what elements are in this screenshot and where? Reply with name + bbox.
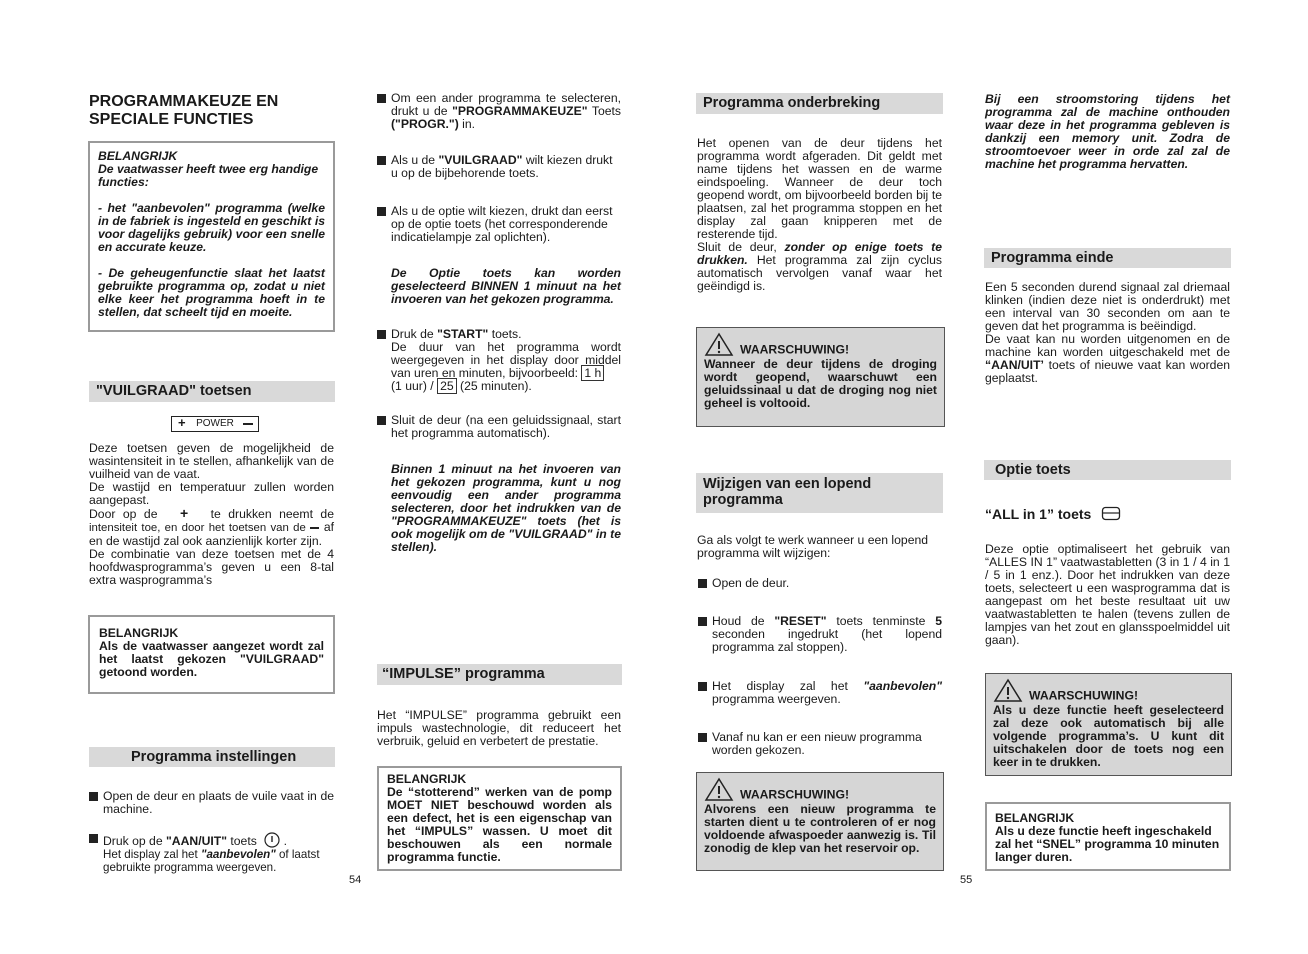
warning-triangle-icon [704,777,734,802]
onderbreking-text: Het openen van de deur tijdens het programma wordt afgeraden. Dit geldt met name tijdens het wassen en de warme eindspoeling. Wanneer de deur toch geopend wordt, om bijvoorbeeld borden bij te plaatsen, zal het programma stoppen en het display zal gaan knipperen met de resterende tijd. Sluit de deur, zonder op enige toets te drukken. Het programma zal zijn cyclus automatisch vervolgen vanaf waar het geëindigd is. [697,136,942,293]
power-icon [264,832,280,848]
wijzigen-text: Ga als volgt te werk wanneer u een lopend programma wilt wijzigen: [697,533,929,560]
warning-box-detergent: WAARSCHUWING! Alvorens een nieuw programma te starten dient u te controleren of er nog voldoende afwaspoeder aanwezig is. Til zonodig de klep van het reservoir op. [696,772,944,871]
box-heading: BELANGRIJK [98,149,178,163]
einde-text: Een 5 seconden durend signaal zal driemaal klinken (indien deze niet is onderdrukt) met een interval van 30 seconden om aan te geven dat het programma is beëindigd. De vaat kan nu worden uitgenomen en de machine kan worden uitgeschakeld met de “AAN/UIT’ toets of nieuwe vaat kan worden geplaatst. [985,280,1230,385]
warning-box-allin1: WAARSCHUWING! Als u deze functie heeft geselecteerd zal deze ook automatisch bij alle volgende programma’s. U kunt dit uitschakelen door de toets nog een keer in te drukken. [985,673,1232,776]
important-box-snel [985,802,1231,871]
warning-triangle-icon [993,678,1023,703]
impulse-text: Het “IMPULSE” programma gebruikt een impuls wastechnologie, dit reduceert het verbruik, geluid en verbetert de prestatie. [377,708,621,748]
display-example-minutes: 25 [437,378,457,394]
box-heading: BELANGRIJK [387,772,467,786]
list-item: Druk op de "AAN/UIT" toets . Het display zal het "aanbevolen" of laatst gebruikte programma weergeven. [89,832,334,874]
warning-box-drying: WAARSCHUWING! Wanneer de deur tijdens de droging wordt geopend, waarschuwt een geluidssinaal u dat de droging nog niet geheel is voltooid. [696,327,945,427]
list-item: Om een ander programma te selecteren, drukt u de "PROGRAMMAKEUZE" Toets ("PROGR.") in. [377,92,621,131]
section-header-wijzigen: Wijzigen van een lopend programma [696,473,943,513]
plus-icon: + [179,505,189,521]
section-header-onderbreking: Programma onderbreking [696,93,943,114]
page-number: 54 [349,874,362,886]
allin1-text: Deze optie optimaliseert het gebruik van “ALLES IN 1” vaatwastabletten (3 in 1 / 4 in 1 / 5 in 1 enz.). Door het indrukken van deze toets, selecteert u een wasprogramma dat is aangepast om het beste resultaat uit uw vaatwastabletten te halen (tevens zullen de lampjes van het zout en glansspoelmiddel uit gaan). [985,542,1230,647]
option-note: De Optie toets kan worden geselecteerd BINNEN 1 minuut na het invoeren van het gekozen programma. [391,266,621,306]
list-item: Als u de "VUILGRAAD" wilt kiezen drukt u op de bijbehorende toets. [377,154,621,180]
bullet-square [377,156,386,165]
list-item: Open de deur en plaats de vuile vaat in de machine. [89,790,334,816]
minus-icon [243,423,253,425]
bullet-square [377,94,386,103]
list-item: Open de deur. [698,577,942,590]
allin1-title: “ALL in 1” toets [985,506,1121,523]
section-header-impulse: “IMPULSE” programma [377,664,622,685]
important-box-vuilgraad [88,615,335,694]
bullet-square [698,682,707,691]
box-paragraph: - De geheugenfunctie slaat het laatst gebruikte programma op, zodat u niet elke keer het programma hoeft in te stellen, dat scheelt tijd en moeite. [98,266,325,319]
box-paragraph: - het "aanbevolen" programma (welke in de fabriek is ingesteld en geschikt is voor dagelijks gebruik) voor een snelle en accurate keuze. [98,201,325,254]
warning-triangle-icon [704,332,734,357]
list-item: Druk de "START" toets. De duur van het programma wordt weergegeven in het display door middel van uren en minuten, bijvoorbeeld: 1 h (1 uur) / 25 (25 minuten). [377,328,621,393]
bullet-square [698,733,707,742]
page-title: PROGRAMMAKEUZE EN SPECIALE FUNCTIES [89,93,279,128]
section-header-optie: Optie toets [984,460,1231,480]
section-header-instellingen: Programma instellingen [89,747,335,767]
bullet-square [377,416,386,425]
important-box-functions [88,141,335,332]
list-item: Sluit de deur (na een geluidssignaal, start het programma automatisch). [377,414,621,440]
bullet-square [698,579,707,588]
vuilgraad-text: Deze toetsen geven de mogelijkheid de wasintensiteit in te stellen, afhankelijk van de vuilheid van de vaat. De wastijd en temperatuur zullen worden aangepast. Door op de + te drukken neemt de intensiteit toe, en door het toetsen van de af en de wastijd zal ook aanzienlijk korter zijn. De combinatie van deze toetsen met de 4 hoofdwasprogramma’s geven u een 8-tal extra wasprogramma’s [89,441,335,587]
bullet-square [377,330,386,339]
important-box-impulse [377,766,622,871]
box-heading: BELANGRIJK [995,811,1075,825]
program-change-note: Binnen 1 minuut na het invoeren van het gekozen programma, kunt u nog eenvoudig een ander programma selecteren, door het indrukken van de "PROGRAMMAKEUZE" toets (het is ook mogelijk om de "VUILGRAAD" in te stellen). [391,462,621,554]
list-item: Als u de optie wilt kiezen, drukt dan eerst op de optie toets (het corresponderende indicatielampje zal oplichten). [377,205,621,244]
page-number: 55 [960,874,973,886]
list-item: Het display zal het "aanbevolen" programma weergeven. [698,680,942,706]
bullet-square [89,792,98,801]
plus-icon: + [178,415,186,430]
bullet-square [377,207,386,216]
bullet-square [89,834,98,843]
tablet-icon [1101,506,1121,521]
list-item: Vanaf nu kan er een nieuw programma worden gekozen. [698,731,942,757]
box-heading: BELANGRIJK [99,626,179,640]
box-paragraph: Als u deze functie heeft ingeschakeld zal het “SNEL” programma 10 minuten langer duren. [995,824,1220,864]
power-failure-note: Bij een stroomstoring tijdens het programma zal de machine onthouden waar deze in het programma gebleven is dankzij een memory unit. Zodra de stroomtoevoer weer in orde zal zal de machine het programma hervatten. [985,92,1230,171]
minus-icon [310,527,319,529]
power-key-diagram: + POWER [171,416,259,432]
bullet-square [698,617,707,626]
box-paragraph: De “stotterend” werken van de pomp MOET NIET beschouwd worden als een defect, het is een eigenschap van het “IMPULS” wassen. U moet dit beschouwen als een normale programma functie. [387,785,612,864]
box-paragraph: Als de vaatwasser aangezet wordt zal het laatst gekozen "VUILGRAAD" getoond worden. [99,639,324,679]
box-subheading: De vaatwasser heeft twee erg handige functies: [98,162,319,189]
section-header-vuilgraad: "VUILGRAAD" toetsen [89,381,335,402]
section-header-einde: Programma einde [984,248,1231,268]
list-item: Houd de "RESET" toets tenminste 5 seconden ingedrukt (het lopend programma zal stoppen). [698,615,942,654]
display-example-hours: 1 h [581,365,604,381]
